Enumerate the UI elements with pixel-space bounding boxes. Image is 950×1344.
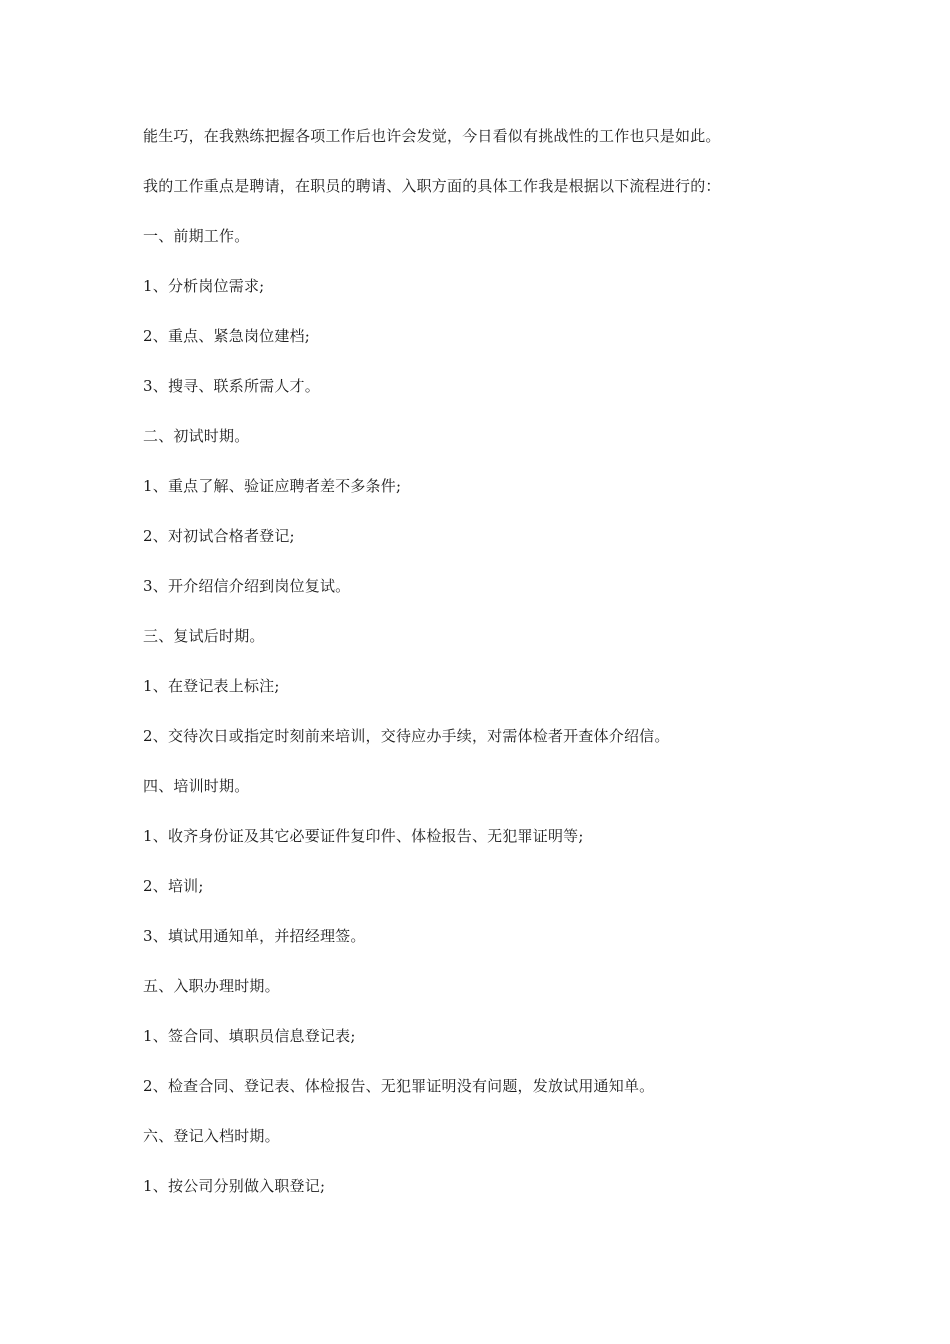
- section-heading: 三、复试后时期。: [143, 627, 265, 645]
- list-item: 1、分析岗位需求;: [143, 277, 265, 295]
- list-item: 2、对初试合格者登记;: [143, 527, 295, 545]
- list-item: 1、收齐身份证及其它必要证件复印件、体检报告、无犯罪证明等;: [143, 827, 584, 845]
- list-item: 2、培训;: [143, 877, 204, 895]
- list-item: 2、检查合同、登记表、体检报告、无犯罪证明没有问题，发放试用通知单。: [143, 1077, 655, 1095]
- paragraph: 我的工作重点是聘请，在职员的聘请、入职方面的具体工作我是根据以下流程进行的：: [143, 177, 721, 195]
- list-item: 1、按公司分别做入职登记;: [143, 1177, 326, 1195]
- section-heading: 四、培训时期。: [143, 777, 250, 795]
- section-heading: 五、入职办理时期。: [143, 977, 280, 995]
- document-body: [143, 124, 823, 1224]
- list-item: 3、搜寻、联系所需人才。: [143, 377, 320, 395]
- section-heading: 一、前期工作。: [143, 227, 250, 245]
- paragraph: 能生巧，在我熟练把握各项工作后也许会发觉，今日看似有挑战性的工作也只是如此。: [143, 127, 721, 145]
- list-item: 3、填试用通知单，并招经理签。: [143, 927, 366, 945]
- list-item: 2、交待次日或指定时刻前来培训，交待应办手续，对需体检者开查体介绍信。: [143, 727, 670, 745]
- section-heading: 六、登记入档时期。: [143, 1127, 280, 1145]
- list-item: 1、签合同、填职员信息登记表;: [143, 1027, 356, 1045]
- list-item: 3、开介绍信介绍到岗位复试。: [143, 577, 351, 595]
- section-heading: 二、初试时期。: [143, 427, 250, 445]
- list-item: 2、重点、紧急岗位建档;: [143, 327, 310, 345]
- list-item: 1、在登记表上标注;: [143, 677, 280, 695]
- list-item: 1、重点了解、验证应聘者差不多条件;: [143, 477, 402, 495]
